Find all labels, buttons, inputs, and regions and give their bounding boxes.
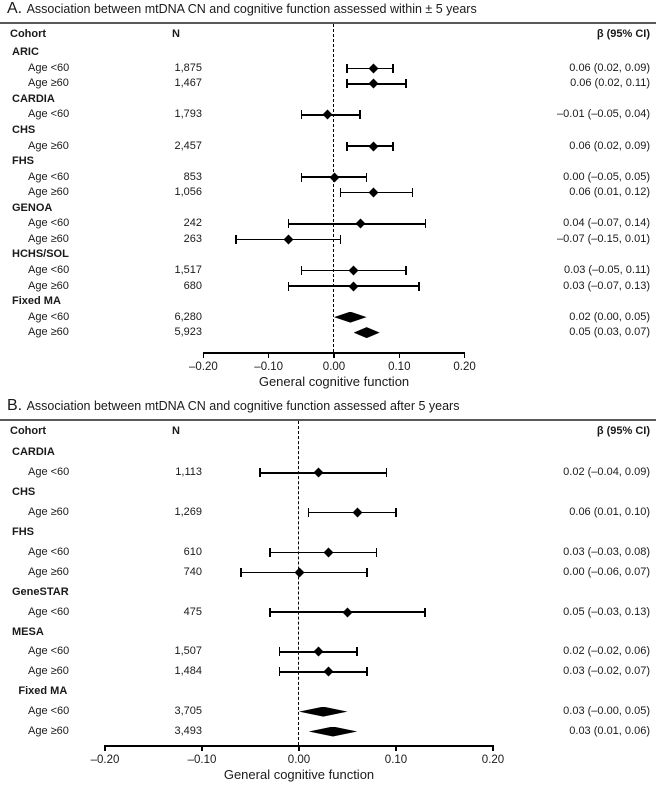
ci-cap-left (301, 266, 303, 275)
row-n-value: 475 (183, 605, 202, 618)
panel-b-letter: B. (7, 397, 23, 414)
point-estimate-marker (313, 468, 323, 478)
panel-b-column-header-n: N (172, 425, 180, 437)
ci-cap-right (405, 79, 407, 88)
row-beta-ci-text: 0.02 (–0.04, 0.09) (563, 466, 650, 479)
cohort-group-label: Fixed MA (12, 295, 61, 308)
meta-analysis-diamond (299, 707, 348, 717)
row-label: Age ≥60 (28, 565, 69, 578)
point-estimate-marker (352, 508, 362, 518)
cohort-group-label: ARIC (12, 46, 39, 59)
x-axis-tick (298, 745, 300, 751)
row-n-value: 263 (183, 232, 202, 245)
ci-cap-left (288, 219, 290, 228)
x-axis-tick-label: –0.10 (187, 754, 217, 766)
cohort-group-label: Fixed MA (18, 685, 68, 698)
point-estimate-marker (283, 234, 293, 244)
cohort-group-label: FHS (12, 526, 34, 539)
cohort-group-label: HCHS/SOL (12, 248, 69, 261)
point-estimate-marker (368, 188, 378, 198)
row-beta-ci-text: –0.07 (–0.15, 0.01) (557, 232, 650, 245)
x-axis-title: General cognitive function (223, 767, 375, 782)
row-label: Age <60 (28, 705, 70, 718)
cohort-group-label: CARDIA (12, 92, 55, 105)
row-beta-ci-text: 0.03 (–0.02, 0.07) (563, 665, 650, 678)
ci-cap-right (366, 173, 368, 182)
ci-cap-right (418, 282, 420, 291)
x-axis-tick-label: 0.10 (388, 361, 411, 373)
panel-b-title (7, 397, 459, 419)
meta-analysis-diamond (309, 727, 358, 737)
row-n-value: 680 (183, 279, 202, 292)
row-beta-ci-text: –0.01 (–0.05, 0.04) (557, 108, 650, 121)
ci-cap-right (405, 266, 407, 275)
ci-cap-right (392, 142, 394, 151)
x-axis-tick (203, 352, 205, 358)
ci-cap-right (412, 188, 414, 197)
row-beta-ci-text: 0.06 (0.02, 0.09) (569, 61, 650, 74)
ci-cap-left (235, 235, 237, 244)
ci-cap-left (346, 79, 348, 88)
ci-cap-right (376, 548, 378, 557)
row-label: Age <60 (28, 108, 70, 121)
ci-cap-right (424, 608, 426, 617)
row-n-value: 3,705 (174, 705, 202, 718)
x-axis-tick-label: 0.00 (287, 754, 311, 766)
ci-cap-right (356, 647, 358, 656)
x-axis-tick (464, 352, 466, 358)
point-estimate-marker (368, 141, 378, 151)
row-n-value: 853 (183, 170, 202, 183)
row-label: Age ≥60 (28, 232, 69, 245)
point-estimate-marker (349, 281, 359, 291)
panel-a-letter: A. (7, 0, 23, 17)
row-n-value: 3,493 (174, 725, 202, 738)
row-label: Age <60 (28, 645, 70, 658)
row-beta-ci-text: 0.00 (–0.06, 0.07) (563, 565, 650, 578)
panel-b-column-header-beta: β (95% CI) (596, 425, 650, 437)
ci-cap-left (340, 188, 342, 197)
ci-cap-left (346, 142, 348, 151)
x-axis-tick (201, 745, 203, 751)
ci-cap-left (308, 508, 310, 517)
point-estimate-marker (323, 110, 333, 120)
ci-cap-left (269, 608, 271, 617)
zero-reference-line (298, 421, 299, 745)
ci-cap-left (346, 64, 348, 73)
row-beta-ci-text: 0.05 (0.03, 0.07) (569, 326, 650, 339)
row-beta-ci-text: 0.06 (0.02, 0.09) (569, 139, 650, 152)
panel-a-column-header-beta: β (95% CI) (596, 28, 650, 40)
panel-b-title-text: Association between mtDNA CN and cognitive function assessed after 5 years (26, 399, 460, 413)
point-estimate-marker (323, 547, 333, 557)
row-label: Age <60 (28, 263, 70, 276)
meta-analysis-diamond (354, 327, 380, 338)
panel-a-title-text: Association between mtDNA CN and cognitive function assessed within ± 5 years (26, 2, 477, 16)
x-axis-title: General cognitive function (258, 374, 410, 389)
row-beta-ci-text: 0.04 (–0.07, 0.14) (563, 217, 650, 230)
panel-b-forest-plot (0, 397, 656, 791)
row-beta-ci-text: 0.06 (0.01, 0.10) (569, 506, 650, 519)
x-axis-tick-label: –0.20 (189, 361, 218, 373)
row-beta-ci-text: 0.02 (–0.02, 0.06) (563, 645, 650, 658)
point-estimate-marker (368, 63, 378, 73)
ci-cap-right (359, 110, 361, 119)
ci-cap-left (301, 173, 303, 182)
ci-cap-left (288, 282, 290, 291)
row-label: Age <60 (28, 217, 70, 230)
ci-cap-right (340, 235, 342, 244)
row-n-value: 1,467 (174, 77, 202, 90)
point-estimate-marker (355, 219, 365, 229)
row-n-value: 1,484 (174, 665, 202, 678)
row-label: Age ≥60 (28, 725, 69, 738)
ci-cap-right (386, 468, 388, 477)
row-beta-ci-text: 0.02 (0.00, 0.05) (569, 310, 650, 323)
row-label: Age <60 (28, 170, 70, 183)
x-axis-tick (104, 745, 106, 751)
row-n-value: 2,457 (174, 139, 202, 152)
panel-a-title (7, 0, 477, 22)
row-beta-ci-text: 0.03 (–0.03, 0.08) (563, 545, 650, 558)
zero-reference-line (333, 24, 334, 352)
row-n-value: 6,280 (174, 310, 202, 323)
ci-cap-right (425, 219, 427, 228)
row-label: Age <60 (28, 545, 70, 558)
x-axis-tick-label: 0.20 (481, 754, 505, 766)
row-beta-ci-text: 0.03 (–0.05, 0.11) (563, 263, 650, 276)
row-label: Age ≥60 (28, 77, 69, 90)
row-n-value: 1,113 (175, 466, 202, 479)
row-n-value: 1,875 (174, 61, 202, 74)
row-beta-ci-text: 0.03 (–0.07, 0.13) (563, 279, 650, 292)
cohort-group-label: GENOA (12, 201, 53, 214)
point-estimate-marker (329, 172, 339, 182)
row-label: Age <60 (28, 605, 70, 618)
row-n-value: 242 (183, 217, 202, 230)
ci-cap-left (259, 468, 261, 477)
panel-a-column-header-cohort: Cohort (10, 28, 47, 40)
row-n-value: 1,793 (174, 108, 202, 121)
cohort-group-label: CARDIA (12, 446, 55, 459)
row-n-value: 1,056 (174, 186, 202, 199)
cohort-group-label: CHS (12, 486, 36, 499)
row-label: Age ≥60 (28, 326, 69, 339)
x-axis-tick (399, 352, 401, 358)
row-beta-ci-text: 0.00 (–0.05, 0.05) (563, 170, 650, 183)
x-axis-tick-label: –0.10 (254, 361, 284, 373)
point-estimate-marker (343, 607, 353, 617)
row-beta-ci-text: 0.06 (0.01, 0.12) (569, 186, 650, 199)
panel-b-title-divider (0, 419, 656, 421)
x-axis-tick (268, 352, 270, 358)
ci-cap-left (269, 548, 271, 557)
row-beta-ci-text: 0.05 (–0.03, 0.13) (563, 605, 650, 618)
ci-cap-right (395, 508, 397, 517)
x-axis-tick-label: –0.20 (90, 754, 120, 766)
row-n-value: 610 (183, 545, 202, 558)
row-n-value: 5,923 (174, 326, 202, 339)
point-estimate-marker (294, 567, 304, 577)
x-axis-tick-label: 0.00 (322, 361, 346, 373)
point-estimate-marker (323, 667, 333, 677)
x-axis-tick-label: 0.20 (453, 361, 476, 373)
cohort-group-label: MESA (12, 625, 44, 638)
panel-b-column-header-cohort: Cohort (10, 425, 47, 437)
row-n-value: 740 (183, 565, 202, 578)
row-label: Age <60 (28, 466, 70, 479)
row-label: Age ≥60 (28, 139, 69, 152)
row-label: Age ≥60 (28, 506, 69, 519)
cohort-group-label: FHS (12, 155, 34, 168)
row-label: Age ≥60 (28, 279, 69, 292)
ci-cap-right (366, 568, 368, 577)
point-estimate-marker (313, 647, 323, 657)
row-beta-ci-text: 0.03 (–0.00, 0.05) (563, 705, 650, 718)
ci-cap-right (392, 64, 394, 73)
meta-analysis-diamond (334, 312, 367, 323)
row-n-value: 1,517 (174, 263, 202, 276)
point-estimate-marker (368, 79, 378, 89)
ci-cap-left (279, 647, 281, 656)
row-label: Age <60 (28, 310, 70, 323)
x-axis-tick (333, 352, 335, 358)
ci-cap-left (240, 568, 242, 577)
x-axis-tick (395, 745, 397, 751)
ci-cap-left (279, 667, 281, 676)
row-beta-ci-text: 0.03 (0.01, 0.06) (569, 725, 650, 738)
row-label: Age ≥60 (28, 186, 69, 199)
x-axis-tick (492, 745, 494, 751)
cohort-group-label: CHS (12, 124, 36, 137)
ci-cap-right (366, 667, 368, 676)
panel-a-column-header-n: N (172, 28, 180, 40)
row-label: Age ≥60 (28, 665, 69, 678)
point-estimate-marker (349, 266, 359, 276)
row-label: Age <60 (28, 61, 70, 74)
panel-a-title-divider (0, 22, 656, 24)
row-beta-ci-text: 0.06 (0.02, 0.11) (570, 77, 650, 90)
ci-cap-left (301, 110, 303, 119)
cohort-group-label: GeneSTAR (12, 585, 69, 598)
row-n-value: 1,507 (174, 645, 202, 658)
x-axis-tick-label: 0.10 (384, 754, 408, 766)
row-n-value: 1,269 (174, 506, 202, 519)
